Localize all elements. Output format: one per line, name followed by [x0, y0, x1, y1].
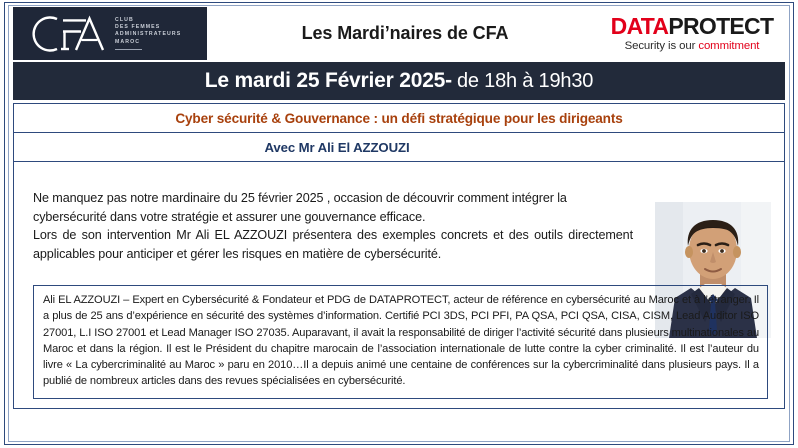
dataprotect-word-protect: PROTECT: [668, 13, 774, 39]
dataprotect-tagline-accent: commitment: [698, 40, 760, 52]
event-date-banner: [13, 62, 785, 100]
speaker-bio-text: Ali EL AZZOUZI – Expert en Cybersécurité & Fondateur et PDG de DATAPROTECT, acteur de référence en cybersécurité au Maroc et à l’étranger. Il a plus de 25 ans d’expérience en sécurité des systèmes d’information. Certifié PCI 3DS, PCI PFI, PA QSA, PCI QSA, CISA, CISM, Lead Auditor ISO 27001, L.I ISO 27001 et Lead Manager ISO 27035. Auparavant, il avait la responsabilité de diriger l’activité sécurité dans plusieurs multinationales au Maroc et dans la région. Il est le Président du chapitre marocain de l’association internationale de lutte contre la cyber criminalité. Il est l’auteur du livre « La cybercriminalité au Maroc » paru en 2010…Il a depuis animé une centaine de conférences sur la cybercriminalité dans plusieurs pays. Il a publié de nombreux articles dans des revues spécialisées en cybersécurité.: [43, 294, 759, 388]
event-description-paragraph-1: Ne manquez pas notre mardinaire du 25 février 2025 , occasion de découvrir comment intégrer la cybersécurité dans votre stratégie et assurer une gouvernance efficace.: [33, 191, 567, 224]
event-speaker-name: Avec Mr Ali El AZZOUZI: [264, 139, 410, 155]
cfa-logo: [13, 7, 207, 60]
event-date-strong: Le mardi 25 Février 2025-: [204, 69, 452, 92]
event-description: [33, 189, 633, 264]
cfa-logo-line-4: MAROC: [115, 38, 141, 45]
page-title: Les Mardi’naires de CFA: [301, 23, 509, 43]
cfa-logo-subtext: [115, 17, 181, 50]
cfa-logo-mark-icon: [31, 13, 109, 55]
flyer-header: [13, 7, 785, 60]
dataprotect-tagline-prefix: Security is our: [624, 40, 699, 52]
cfa-logo-rule: [115, 49, 142, 50]
dataprotect-tagline: [625, 40, 760, 52]
event-subtitle-row: [14, 104, 784, 133]
speaker-bio-box: [33, 285, 768, 399]
cfa-logo-line-3: ADMINISTRATEURS: [115, 31, 182, 38]
dataprotect-logo: [603, 7, 785, 60]
cfa-logo-line-2: DES FEMMES: [115, 24, 161, 31]
event-subtitle: Cyber sécurité & Gouvernance : un défi stratégique pour les dirigeants: [175, 110, 623, 126]
event-body-area: [14, 162, 784, 278]
event-content-card: [13, 103, 785, 409]
cfa-logo-line-1: CLUB: [115, 17, 134, 23]
event-speaker-row: [14, 133, 784, 162]
event-time-range: de 18h à 19h30: [456, 69, 594, 92]
event-description-paragraph-2: Lors de son intervention Mr Ali EL AZZOUZI présentera des exemples concrets et des outils directement applicables pour anticiper et gérer les risques en matière de cybersécurité.: [33, 228, 633, 261]
dataprotect-wordmark: [611, 15, 774, 38]
dataprotect-word-data: DATA: [610, 13, 669, 39]
